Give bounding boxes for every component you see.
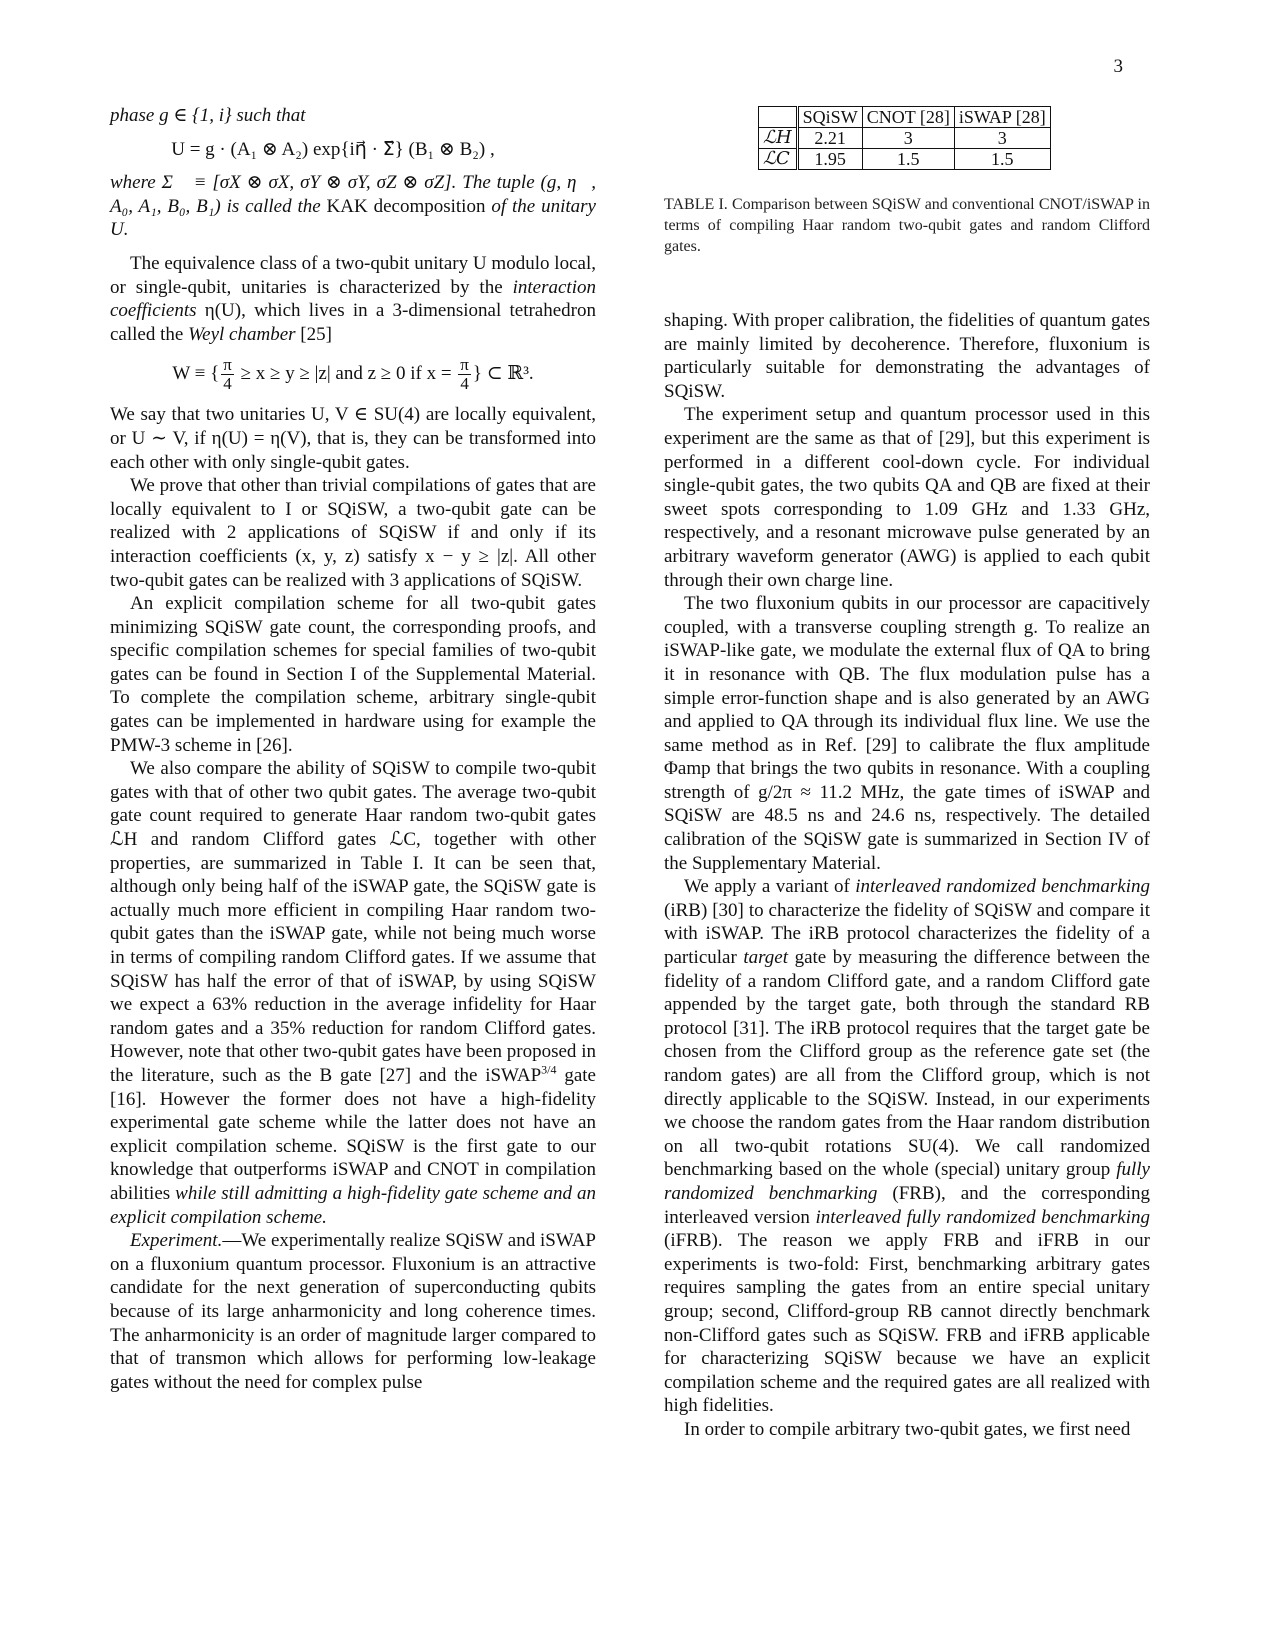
table-row-label: ℒH (759, 128, 798, 149)
comparison-table (758, 106, 1051, 170)
equation-weyl-chamber: W ≡ { $\frac{\pi}{4}$ ≥ x ≥ y ≥ |z| and z ≥ 0 if x = $\frac{\pi}{4}$ } ⊂ ℝ³. (172, 355, 534, 394)
paragraph-explicit-scheme: An explicit compilation scheme for all two-qubit gates minimizing SQiSW gate count, the corresponding proofs, and specific compilation schemes for special families of two-qubit gates can be found in Section I of the Supplemental Material. To complete the compilation scheme, arbitrary single-qubit gates can be implemented in hardware using for example the PMW-3 scheme in [26]. (110, 593, 596, 756)
table-header-cell: SQiSW (797, 107, 862, 128)
table-cell: 3 (862, 128, 954, 149)
paragraph-comparison: We also compare the ability of SQiSW to compile two-qubit gates with that of other two qubit gates. The average two-qubit gate count required to generate Haar random two-qubit gates ℒH and random Clifford gates ℒC, together with other properties, are summarized in Table I. It can be seen that, although only being half of the iSWAP gate, the SQiSW gate is actually much more efficient in compiling Haar random two-qubit gates than the iSWAP gate, while not being much worse in terms of compiling random Clifford gates. If we assume that SQiSW has half the error of that of iSWAP, by using SQiSW we expect a 63% reduction in the average infidelity for Haar random gates and a 35% reduction for random Clifford gates. However, note that other two-qubit gates have been proposed in the literature, such as the B gate [27] and the iSWAP$^{3/4}$ gate [16]. However the former does not have a high-fidelity experimental gate scheme while the latter does not have an explicit compilation scheme. SQiSW is the first gate to our knowledge that outperforms iSWAP and CNOT in compilation abilities while still admitting a high-fidelity gate scheme and an explicit compilation scheme. (110, 758, 596, 1228)
table-row (759, 149, 1051, 170)
right-column (664, 106, 1150, 1442)
table-header-cell: iSWAP [28] (954, 107, 1050, 128)
table-header-cell: CNOT [28] (862, 107, 954, 128)
paragraph-locally-equivalent: We say that two unitaries U, V ∈ SU(4) are locally equivalent, or U ∼ V, if η(U) = η(V), that is, they can be transformed into each other with only single-qubit gates. (110, 404, 596, 473)
paragraph-setup: The experiment setup and quantum processor used in this experiment are the same as that of [29], but this experiment is performed in a different cool-down cycle. For individual single-qubit gates, the two qubits QA and QB are fixed at their sweet spots corresponding to 1.09 GHz and 1.33 GHz, respectively, and a resonant microwave pulse generated by an arbitrary waveform generator (AWG) is applied to each qubit through their own charge line. (664, 404, 1150, 591)
table-corner-cell (759, 107, 798, 128)
page-number: 3 (1113, 56, 1123, 77)
theorem-where: where Σ⃗ ≡ [σX ⊗ σX, σY ⊗ σY, σZ ⊗ σZ]. The tuple (g, η⃗, A₀, A₁, B₀, B₁) is called the KAK decomposition of the unitary U. (110, 172, 596, 241)
table-row-label: ℒC (759, 149, 798, 170)
table-cell: 1.5 (954, 149, 1050, 170)
paragraph-proof: We prove that other than trivial compilations of gates that are locally equivalent to I or SQiSW, a two-qubit gate can be realized with 2 applications of SQiSW if and only if its interaction coefficients (x, y, z) satisfy x − y ≥ |z|. All other two-qubit gates can be realized with 3 applications of SQiSW. (110, 475, 596, 591)
paragraph-compile: In order to compile arbitrary two-qubit gates, we first need (684, 1418, 1131, 1440)
table-cell: 1.5 (862, 149, 954, 170)
paragraph-irb: We apply a variant of interleaved randomized benchmarking (iRB) [30] to characterize the fidelity of SQiSW and compare it with iSWAP. The iRB protocol characterizes the fidelity of a particular target gate by measuring the difference between the fidelity of a random Clifford gate, and a random Clifford gate appended by the target gate, both through the standard RB protocol [31]. The iRB protocol requires that the target gate be chosen from the Clifford group as the reference gate set (the random gates) are all from the Clifford group, which is not directly applicable to the SQiSW. Instead, in our experiments we choose the random gates from the Haar random distribution on all two-qubit rotations SU(4). We call randomized benchmarking based on the whole (special) unitary group fully randomized benchmarking (FRB), and the corresponding interleaved version interleaved fully randomized benchmarking (iFRB). The reason we apply FRB and iFRB in our experiments is two-fold: First, benchmarking arbitrary gates requires sampling the gates from an entire special unitary group; second, Clifford-group RB cannot directly benchmark non-Clifford gates such as SQiSW. FRB and iFRB applicable for characterizing SQiSW because we have an explicit compilation scheme and the required gates are all realized with high fidelities. (664, 876, 1150, 1417)
paragraph-equivalence: The equivalence class of a two-qubit unitary U modulo local, or single-qubit, unitaries is characterized by the interaction coefficients η(U), which lives in a 3-dimensional tetrahedron called the Weyl chamber [25] (110, 252, 596, 345)
left-column (110, 104, 596, 1394)
equation-kak: U = g · (A₁ ⊗ A₂) exp{iη⃗ · Σ⃗} (B₁ ⊗ B₂) , (171, 138, 495, 160)
table-cell: 1.95 (797, 149, 862, 170)
table-row (759, 128, 1051, 149)
theorem-continuation: phase g ∈ {1, i} such that (110, 105, 306, 126)
paragraph-experiment: Experiment.—We experimentally realize SQiSW and iSWAP on a fluxonium quantum processor. Fluxonium is an attractive candidate for the next generation of superconducting qubits because of its large anharmonicity and long coherence times. The anharmonicity is an order of magnitude larger compared to that of transmon which allows for performing low-leakage gates without the need for complex pulse (110, 1230, 596, 1393)
table-caption: TABLE I. Comparison between SQiSW and conventional CNOT/iSWAP in terms of compiling Haar random two-qubit gates and random Clifford gates. (664, 196, 1150, 255)
table-cell: 2.21 (797, 128, 862, 149)
table-cell: 3 (954, 128, 1050, 149)
paragraph-coupling: The two fluxonium qubits in our processor are capacitively coupled, with a transverse coupling strength g. To realize an iSWAP-like gate, we modulate the external flux of QA to bring it in resonance with QB. The flux modulation pulse has a simple error-function shape and is also generated by an AWG and applied to QA through its individual flux line. We use the same method as in Ref. [29] to calibrate the flux amplitude Φamp that brings the two qubits in resonance. With a coupling strength of g/2π ≈ 11.2 MHz, the gate times of iSWAP and SQiSW are 48.5 ns and 24.6 ns, respectively. The detailed calibration of the SQiSW gate is summarized in Section IV of the Supplementary Material. (664, 593, 1150, 874)
paragraph-shaping: shaping. With proper calibration, the fidelities of quantum gates are mainly limited by decoherence. Therefore, fluxonium is particularly suitable for demonstrating the advantages of SQiSW. (664, 310, 1150, 402)
table-header-row (759, 107, 1051, 128)
